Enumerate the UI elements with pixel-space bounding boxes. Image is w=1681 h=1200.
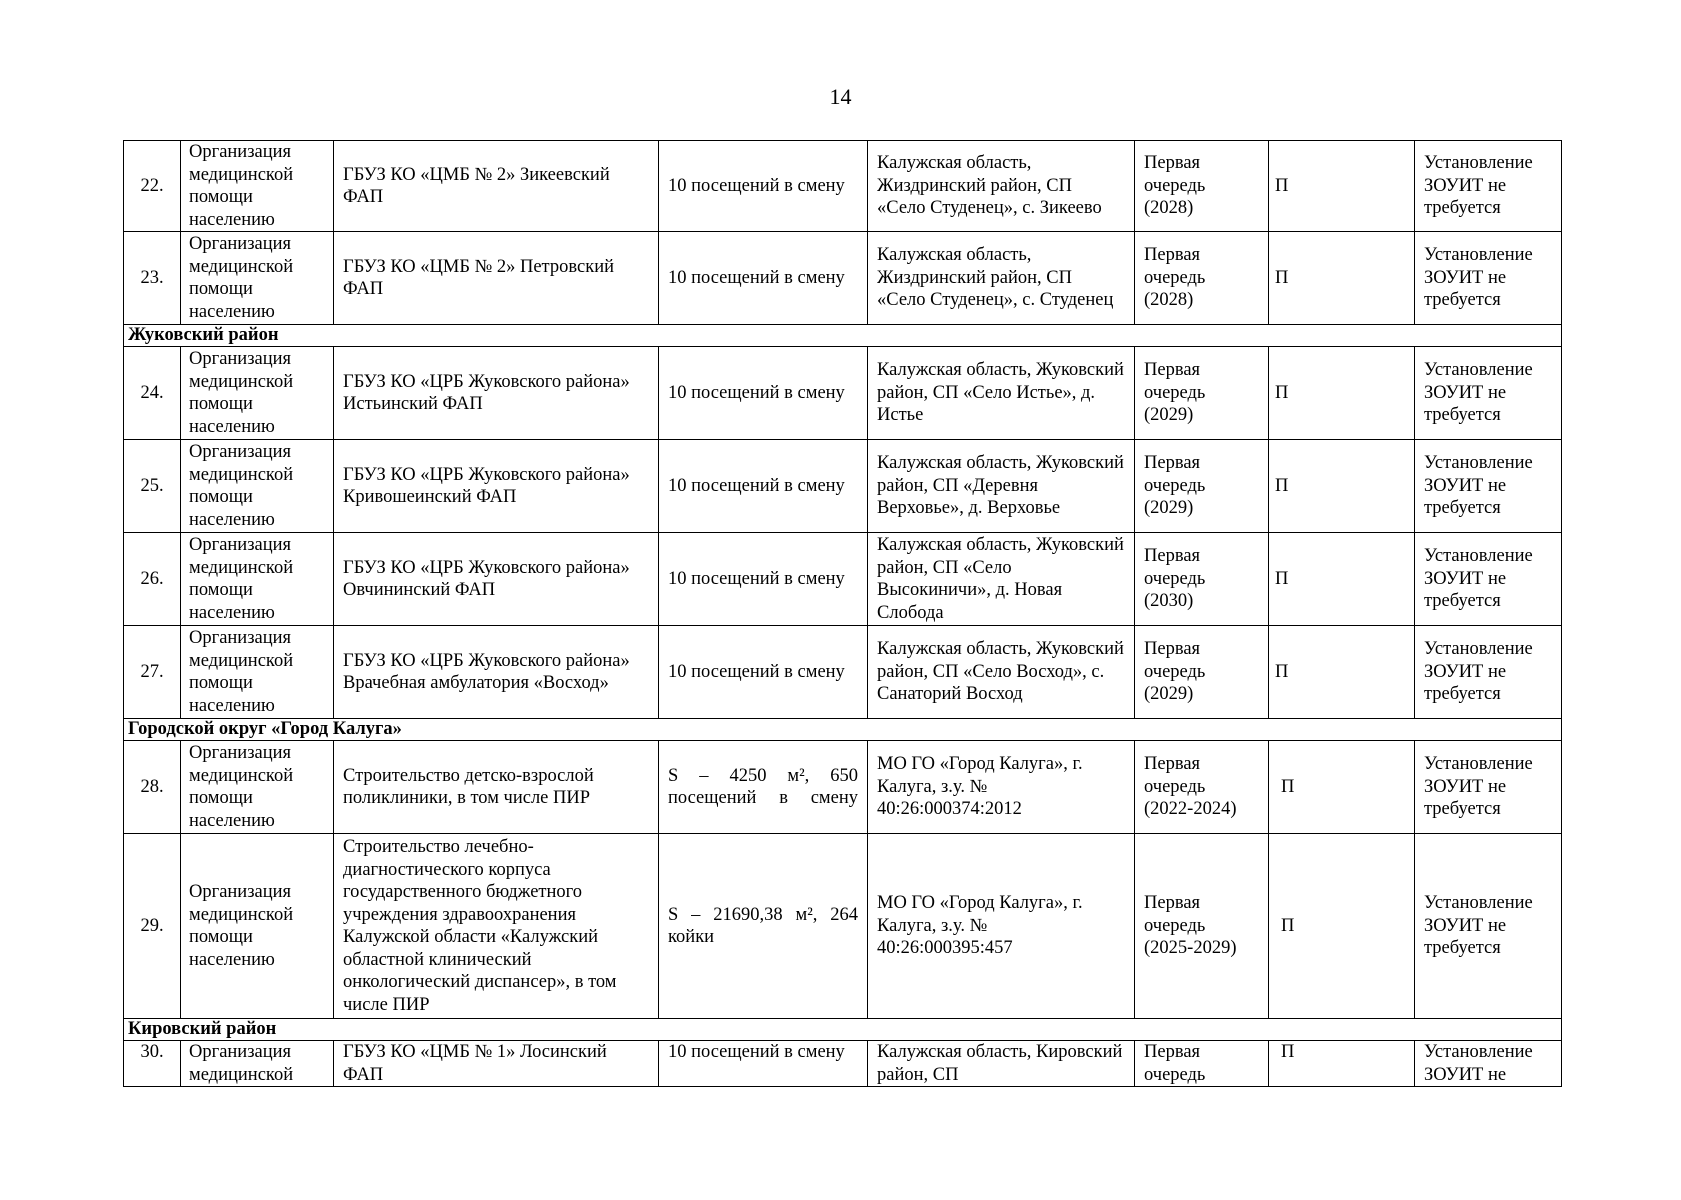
row-number: 24.: [124, 347, 181, 440]
status-cell: П: [1269, 141, 1415, 232]
facility-name-cell: ГБУЗ КО «ЦРБ Жуковского района» Кривошеинский ФАП: [334, 440, 659, 533]
facility-name-cell: Строительство лечебно-диагностического корпуса государственного бюджетного учреждения здравоохранения Калужской области «Калужский областной клинический онкологический диспансер», в том числе ПИР: [334, 834, 659, 1019]
facility-name-cell: ГБУЗ КО «ЦМБ № 1» Лосинский ФАП: [334, 1041, 659, 1087]
status-cell: П: [1269, 834, 1415, 1019]
status-cell: П: [1269, 626, 1415, 719]
table-row: [124, 834, 1562, 1019]
table-row: [124, 347, 1562, 440]
zouit-note-cell: Установление ЗОУИТ не требуется: [1415, 141, 1562, 232]
location-cell: Калужская область, Жуковский район, СП «Деревня Верховье», д. Верховье: [868, 440, 1135, 533]
zouit-note-cell: Установление ЗОУИТ не требуется: [1415, 232, 1562, 325]
purpose-cell: Организация медицинской помощи населению: [181, 347, 334, 440]
location-cell: Калужская область, Кировский район, СП: [868, 1041, 1135, 1087]
status-cell: П: [1269, 741, 1415, 834]
table-row: [124, 626, 1562, 719]
purpose-cell: Организация медицинской помощи населению: [181, 741, 334, 834]
row-number: 22.: [124, 141, 181, 232]
stage-cell: Первая очередь: [1135, 1041, 1269, 1087]
row-number: 23.: [124, 232, 181, 325]
facility-name-cell: ГБУЗ КО «ЦМБ № 2» Зикеевский ФАП: [334, 141, 659, 232]
table-row: [124, 440, 1562, 533]
facility-name-cell: ГБУЗ КО «ЦРБ Жуковского района» Овчининский ФАП: [334, 533, 659, 626]
row-number: 29.: [124, 834, 181, 1019]
facility-name-cell: ГБУЗ КО «ЦМБ № 2» Петровский ФАП: [334, 232, 659, 325]
location-cell: Калужская область, Жиздринский район, СП «Село Студенец», с. Зикеево: [868, 141, 1135, 232]
section-title: Жуковский район: [124, 325, 1562, 347]
location-cell: МО ГО «Город Калуга», г. Калуга, з.у. № 40:26:000395:457: [868, 834, 1135, 1019]
stage-cell: Первая очередь (2028): [1135, 141, 1269, 232]
section-header-row: [124, 325, 1562, 347]
capacity-cell: 10 посещений в смену: [659, 440, 868, 533]
purpose-cell: Организация медицинской: [181, 1041, 334, 1087]
location-cell: Калужская область, Жиздринский район, СП «Село Студенец», с. Студенец: [868, 232, 1135, 325]
stage-cell: Первая очередь (2029): [1135, 626, 1269, 719]
table-row: [124, 141, 1562, 232]
table-row: [124, 232, 1562, 325]
purpose-cell: Организация медицинской помощи населению: [181, 141, 334, 232]
purpose-cell: Организация медицинской помощи населению: [181, 440, 334, 533]
section-title: Кировский район: [124, 1019, 1562, 1041]
zouit-note-cell: Установление ЗОУИТ не требуется: [1415, 741, 1562, 834]
row-number: 25.: [124, 440, 181, 533]
section-header-row: [124, 719, 1562, 741]
stage-cell: Первая очередь (2029): [1135, 347, 1269, 440]
stage-cell: Первая очередь (2029): [1135, 440, 1269, 533]
purpose-cell: Организация медицинской помощи населению: [181, 232, 334, 325]
capacity-cell: 10 посещений в смену: [659, 533, 868, 626]
location-cell: Калужская область, Жуковский район, СП «Село Восход», с. Санаторий Восход: [868, 626, 1135, 719]
capacity-cell: 10 посещений в смену: [659, 232, 868, 325]
purpose-cell: Организация медицинской помощи населению: [181, 626, 334, 719]
section-header-row: [124, 1019, 1562, 1041]
zouit-note-cell: Установление ЗОУИТ не требуется: [1415, 533, 1562, 626]
zouit-note-cell: Установление ЗОУИТ не требуется: [1415, 347, 1562, 440]
table-row: [124, 533, 1562, 626]
status-cell: П: [1269, 533, 1415, 626]
capacity-cell: 10 посещений в смену: [659, 141, 868, 232]
table-row: [124, 1041, 1562, 1087]
stage-cell: Первая очередь (2028): [1135, 232, 1269, 325]
stage-cell: Первая очередь (2025-2029): [1135, 834, 1269, 1019]
table-row: [124, 741, 1562, 834]
stage-cell: Первая очередь (2030): [1135, 533, 1269, 626]
status-cell: П: [1269, 440, 1415, 533]
capacity-cell: 10 посещений в смену: [659, 626, 868, 719]
capacity-cell: S – 21690,38 м², 264 койки: [659, 834, 868, 1019]
status-cell: П: [1269, 347, 1415, 440]
row-number: 27.: [124, 626, 181, 719]
zouit-note-cell: Установление ЗОУИТ не требуется: [1415, 834, 1562, 1019]
capacity-cell: 10 посещений в смену: [659, 1041, 868, 1087]
location-cell: МО ГО «Город Калуга», г. Калуга, з.у. № 40:26:000374:2012: [868, 741, 1135, 834]
row-number: 26.: [124, 533, 181, 626]
zouit-note-cell: Установление ЗОУИТ не: [1415, 1041, 1562, 1087]
zouit-note-cell: Установление ЗОУИТ не требуется: [1415, 440, 1562, 533]
facilities-table: [123, 140, 1562, 1087]
facility-name-cell: ГБУЗ КО «ЦРБ Жуковского района» Врачебная амбулатория «Восход»: [334, 626, 659, 719]
purpose-cell: Организация медицинской помощи населению: [181, 834, 334, 1019]
facility-name-cell: Строительство детско-взрослой поликлиники, в том числе ПИР: [334, 741, 659, 834]
status-cell: П: [1269, 1041, 1415, 1087]
page-number: 14: [829, 84, 852, 109]
row-number: 30.: [124, 1041, 181, 1087]
facility-name-cell: ГБУЗ КО «ЦРБ Жуковского района» Истьинский ФАП: [334, 347, 659, 440]
stage-cell: Первая очередь (2022-2024): [1135, 741, 1269, 834]
zouit-note-cell: Установление ЗОУИТ не требуется: [1415, 626, 1562, 719]
status-cell: П: [1269, 232, 1415, 325]
section-title: Городской округ «Город Калуга»: [124, 719, 1562, 741]
location-cell: Калужская область, Жуковский район, СП «Село Высокиничи», д. Новая Слобода: [868, 533, 1135, 626]
purpose-cell: Организация медицинской помощи населению: [181, 533, 334, 626]
location-cell: Калужская область, Жуковский район, СП «Село Истье», д. Истье: [868, 347, 1135, 440]
capacity-cell: 10 посещений в смену: [659, 347, 868, 440]
capacity-cell: S – 4250 м², 650 посещений в смену: [659, 741, 868, 834]
row-number: 28.: [124, 741, 181, 834]
